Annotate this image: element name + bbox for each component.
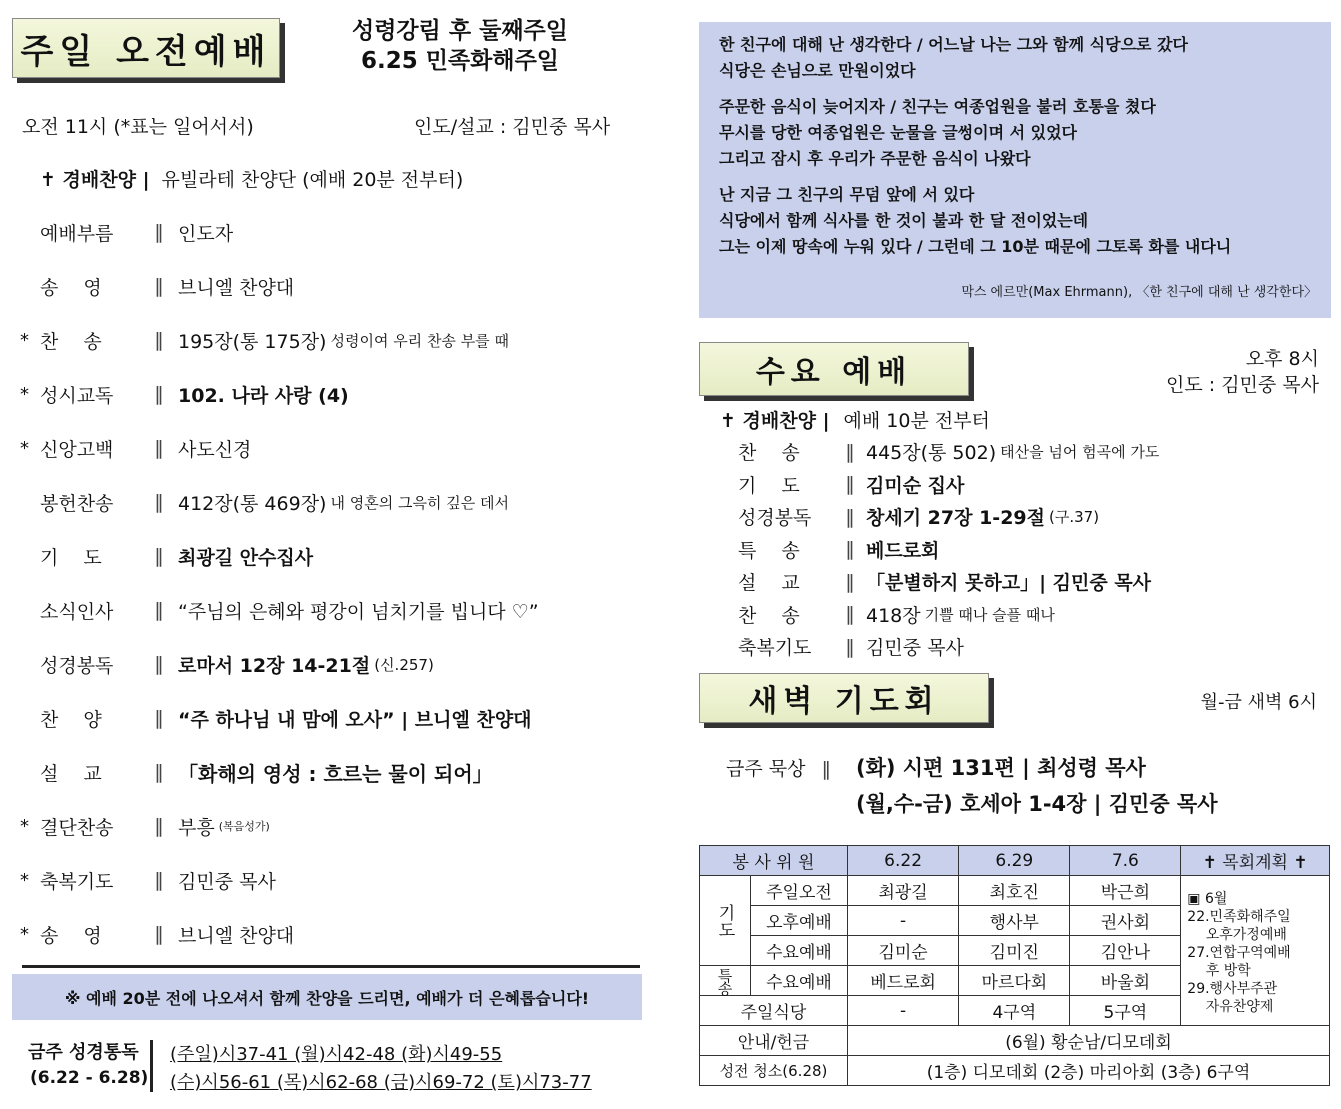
duty-cell: - <box>847 906 958 936</box>
poem-line: 주문한 음식이 늦어지자 / 친구는 여종업원을 불러 호통을 쳤다 <box>719 97 1156 116</box>
separator: ‖ <box>845 603 855 625</box>
divider-line <box>22 965 640 968</box>
order-label: 송 영 <box>40 924 102 947</box>
order-label: 설 교 <box>40 762 102 785</box>
order-label: 결단찬송 <box>40 816 114 839</box>
stand-marker: * <box>20 815 29 837</box>
table-row <box>700 1026 1330 1056</box>
separator: ‖ <box>154 599 164 621</box>
plan-item: 후 방학 <box>1187 963 1251 979</box>
bible-reading-line2: (수)시56-61 (목)시62-68 (금)시69-72 (토)시73-77 <box>170 1072 592 1093</box>
stand-marker: * <box>20 437 29 459</box>
separator: ‖ <box>154 383 164 405</box>
poem-line: 식당에서 함께 식사를 한 것이 불과 한 달 전이었는데 <box>719 211 1089 230</box>
order-label: 찬 송 <box>40 330 102 353</box>
wednesday-service-banner <box>699 342 969 396</box>
duty-header-title: 봉 사 위 원 <box>700 846 848 876</box>
sunday-service-title: 주일 오전예배 <box>20 31 272 72</box>
separator: ‖ <box>154 761 164 783</box>
order-label: 성시교독 <box>40 384 114 407</box>
dawn-meditation-label: 금주 묵상 ‖ <box>726 758 832 780</box>
notice-text: ※ 예배 20분 전에 나오셔서 함께 찬양을 드리면, 예배가 더 은혜롭습니다! <box>64 988 590 1008</box>
poem-line: 식당은 손님으로 만원이었다 <box>719 61 916 80</box>
order-label: 축복기도 <box>40 870 114 893</box>
order-value: 445장(통 502) <box>866 442 997 464</box>
separator: ‖ <box>154 275 164 297</box>
duty-cell: 박근희 <box>1070 876 1181 906</box>
order-value: 김민중 목사 <box>178 870 276 893</box>
order-label: 봉헌찬송 <box>40 492 114 515</box>
order-value: “주님의 은혜와 평강이 넘치기를 빕니다 ♡” <box>178 600 539 623</box>
bible-reading-divider <box>150 1040 153 1092</box>
duty-row-name: 주일오전 <box>751 876 848 906</box>
separator: ‖ <box>845 570 855 593</box>
list-item <box>738 533 939 565</box>
list-item <box>738 468 964 500</box>
dawn-prayer-title: 새벽 기도회 <box>748 684 940 719</box>
duty-cell: 4구역 <box>959 996 1070 1026</box>
list-item <box>20 158 463 198</box>
order-label: ✝ 경배찬양 | <box>40 168 150 191</box>
plan-item: 오후가정예배 <box>1187 927 1287 943</box>
stand-marker: * <box>20 869 29 891</box>
order-label: 특 송 <box>738 539 800 562</box>
separator: ‖ <box>845 635 855 658</box>
order-value: 베드로회 <box>866 539 940 562</box>
order-label: 찬 송 <box>738 604 800 627</box>
pastoral-plan <box>1181 876 1330 1026</box>
bible-reading <box>22 1036 642 1096</box>
duty-cell: 권사회 <box>1070 906 1181 936</box>
duty-cell: 김미순 <box>847 936 958 966</box>
order-value: 김민중 목사 <box>866 637 964 659</box>
list-item <box>20 698 532 738</box>
list-item <box>720 403 990 435</box>
plan-item: 27.연합구역예배 <box>1187 945 1291 961</box>
separator: ‖ <box>154 707 164 729</box>
wednesday-service-title: 수요 예배 <box>755 355 913 390</box>
order-subtext: 내 영혼의 그윽히 깊은 데서 <box>330 493 509 512</box>
list-item <box>20 320 509 360</box>
sunday-subtitle <box>280 16 640 76</box>
plan-item: 자유찬양제 <box>1187 999 1274 1015</box>
pastoral-plan-list <box>1187 890 1323 1016</box>
duty-guide-value: (6월) 황순남/디모데회 <box>847 1026 1329 1056</box>
order-value: 사도신경 <box>178 438 252 461</box>
order-subtext: 기쁠 때나 슬플 때나 <box>924 605 1055 624</box>
duty-cell: 최광길 <box>847 876 958 906</box>
stand-marker: * <box>20 923 29 945</box>
order-label: 송 영 <box>40 276 102 299</box>
stand-marker: * <box>20 383 29 405</box>
order-label: 설 교 <box>738 572 800 594</box>
plan-item: 29.행사부주관 <box>1187 981 1278 997</box>
dawn-prayer-banner <box>699 673 989 723</box>
notice-box <box>12 974 642 1020</box>
poem-stanza <box>719 182 1311 260</box>
dawn-time: 월-금 새벽 6시 <box>1200 692 1317 713</box>
sunday-leader: 인도/설교 : 김민중 목사 <box>414 116 611 138</box>
separator: ‖ <box>154 815 164 837</box>
order-subtext: (구.37) <box>1049 508 1100 526</box>
list-item <box>20 374 349 414</box>
duty-table <box>699 845 1330 1086</box>
separator: ‖ <box>845 473 855 495</box>
separator: ‖ <box>154 923 164 945</box>
duty-cell: 바울회 <box>1070 966 1181 996</box>
sunday-time-info: 오전 11시 (*표는 일어서서) <box>22 116 254 138</box>
separator: ‖ <box>154 491 164 513</box>
duty-group-special: 특송 <box>700 966 751 996</box>
wednesday-time: 오후 8시 <box>1245 348 1319 370</box>
order-value: 인도자 <box>178 222 234 245</box>
duty-cell: 마르다회 <box>959 966 1070 996</box>
list-item <box>20 644 434 684</box>
list-item <box>20 482 509 522</box>
list-item <box>20 266 294 306</box>
duty-row-name: 주일식당 <box>700 996 848 1026</box>
duty-row-name: 수요예배 <box>751 936 848 966</box>
table-row <box>700 876 1330 906</box>
sunday-subtitle-line1: 성령강림 후 둘째주일 <box>352 18 568 44</box>
order-value: 김미순 집사 <box>866 474 965 497</box>
list-item <box>738 501 1099 533</box>
bible-reading-title: 금주 성경통독 <box>28 1042 139 1063</box>
order-value: “주 하나님 내 맘에 오사” | 브니엘 찬양대 <box>178 708 532 731</box>
poem-attribution: 막스 에르만(Max Ehrmann), 〈한 친구에 대해 난 생각한다〉 <box>961 285 1317 300</box>
list-item <box>738 631 964 663</box>
list-item <box>20 806 270 846</box>
order-label: ✝ 경배찬양 | <box>720 409 830 432</box>
order-value: 로마서 12장 14-21절 <box>178 654 371 677</box>
duty-header-date: 7.6 <box>1070 846 1181 876</box>
duty-group-prayer: 기도 <box>700 876 751 966</box>
order-subtext: 태산을 넘어 험곡에 가도 <box>1000 443 1160 461</box>
separator: ‖ <box>845 505 855 528</box>
poem-stanzas <box>719 32 1311 260</box>
table-row <box>700 1056 1330 1086</box>
list-item <box>20 752 493 792</box>
list-item <box>20 212 233 252</box>
separator: ‖ <box>154 545 164 567</box>
order-value: 「분별하지 못하고」| 김민중 목사 <box>866 572 1152 594</box>
order-value: 창세기 27장 1-29절 <box>866 507 1045 529</box>
duty-cell: - <box>847 996 958 1026</box>
list-item <box>20 536 313 576</box>
order-value: 412장(통 469장) <box>178 492 327 515</box>
list-item <box>738 566 1151 598</box>
poem-line: 한 친구에 대해 난 생각한다 / 어느날 나는 그와 함께 식당으로 갔다 <box>719 35 1188 54</box>
separator: ‖ <box>154 437 164 459</box>
duty-header-date: 6.22 <box>847 846 958 876</box>
order-label: 기 도 <box>738 474 800 497</box>
order-label: 예배부름 <box>40 222 114 245</box>
order-value: 「화해의 영성 : 흐르는 물이 되어」 <box>178 761 493 786</box>
order-value: 102. 나라 사랑 (4) <box>178 384 349 407</box>
duty-header-plan: ✝ 목회계획 ✝ <box>1181 846 1330 876</box>
duty-clean-value: (1층) 디모데회 (2층) 마리아회 (3층) 6구역 <box>847 1056 1329 1086</box>
list-item <box>738 436 1159 468</box>
order-label: 신앙고백 <box>40 438 114 461</box>
order-value: 브니엘 찬양대 <box>178 276 295 299</box>
list-item <box>20 590 539 630</box>
order-subtext: (신.257) <box>374 655 434 674</box>
plan-item: ▣ 6월 <box>1187 891 1228 907</box>
sunday-service-banner <box>12 18 280 78</box>
separator: ‖ <box>154 653 164 675</box>
wednesday-leader: 인도 : 김민중 목사 <box>1166 374 1319 396</box>
poem-box <box>699 22 1331 318</box>
list-item <box>20 428 251 468</box>
list-item <box>20 860 276 900</box>
poem-line: 난 지금 그 친구의 무덤 앞에 서 있다 <box>719 185 975 204</box>
bible-reading-line1: (주일)시37-41 (월)시42-48 (화)시49-55 <box>170 1044 503 1065</box>
duty-cell: 김미진 <box>959 936 1070 966</box>
order-value: 예배 10분 전부터 <box>843 409 990 432</box>
order-subtext: (복음성가) <box>218 820 270 833</box>
duty-clean-label: 성전 청소(6.28) <box>700 1056 848 1086</box>
order-value: 최광길 안수집사 <box>178 546 314 569</box>
order-value: 195장(통 175장) <box>178 330 327 353</box>
order-label: 성경봉독 <box>738 507 812 529</box>
order-value: 유빌라테 찬양단 (예배 20분 전부터) <box>161 168 464 191</box>
order-label: 성경봉독 <box>40 654 114 677</box>
poem-line: 그는 이제 땅속에 누워 있다 / 그런데 그 10분 때문에 그토록 화를 내다니 <box>719 237 1232 256</box>
list-item <box>738 598 1055 630</box>
poem-stanza <box>719 94 1311 172</box>
duty-header-date: 6.29 <box>959 846 1070 876</box>
separator: ‖ <box>154 329 164 351</box>
order-label: 기 도 <box>40 546 102 569</box>
dawn-line2: (월,수-금) 호세아 1-4장 | 김민중 목사 <box>856 792 1218 816</box>
separator: ‖ <box>845 440 855 463</box>
duty-cell: 최호진 <box>959 876 1070 906</box>
poem-line: 무시를 당한 여종업원은 눈물을 글썽이며 서 있었다 <box>719 123 1077 142</box>
poem-stanza <box>719 32 1311 84</box>
sunday-subtitle-line2: 6.25 민족화해주일 <box>360 48 560 74</box>
poem-line: 그리고 잠시 후 우리가 주문한 음식이 나왔다 <box>719 149 1031 168</box>
separator: ‖ <box>154 869 164 891</box>
duty-row-name: 수요예배 <box>751 966 848 996</box>
order-value: 418장 <box>866 604 921 627</box>
duty-guide-label: 안내/헌금 <box>700 1026 848 1056</box>
separator: ‖ <box>154 221 164 243</box>
duty-row-name: 오후예배 <box>751 906 848 936</box>
duty-cell: 베드로회 <box>847 966 958 996</box>
duty-cell: 행사부 <box>959 906 1070 936</box>
order-label: 찬 양 <box>40 708 102 731</box>
stand-marker: * <box>20 329 29 351</box>
order-label: 소식인사 <box>40 600 114 623</box>
separator: ‖ <box>845 538 855 560</box>
order-value: 브니엘 찬양대 <box>178 924 295 947</box>
duty-cell: 5구역 <box>1070 996 1181 1026</box>
duty-cell: 김안나 <box>1070 936 1181 966</box>
list-item <box>20 914 294 954</box>
order-label: 축복기도 <box>738 637 812 659</box>
dawn-line1: (화) 시편 131편 | 최성령 목사 <box>856 756 1146 780</box>
order-label: 찬 송 <box>738 442 800 464</box>
order-value: 부흥 <box>178 816 215 839</box>
order-subtext: 성령이여 우리 찬송 부를 때 <box>330 331 509 350</box>
bible-reading-dates: (6.22 - 6.28) <box>30 1068 149 1088</box>
duty-header-row <box>700 846 1330 876</box>
plan-item: 22.민족화해주일 <box>1187 909 1291 925</box>
